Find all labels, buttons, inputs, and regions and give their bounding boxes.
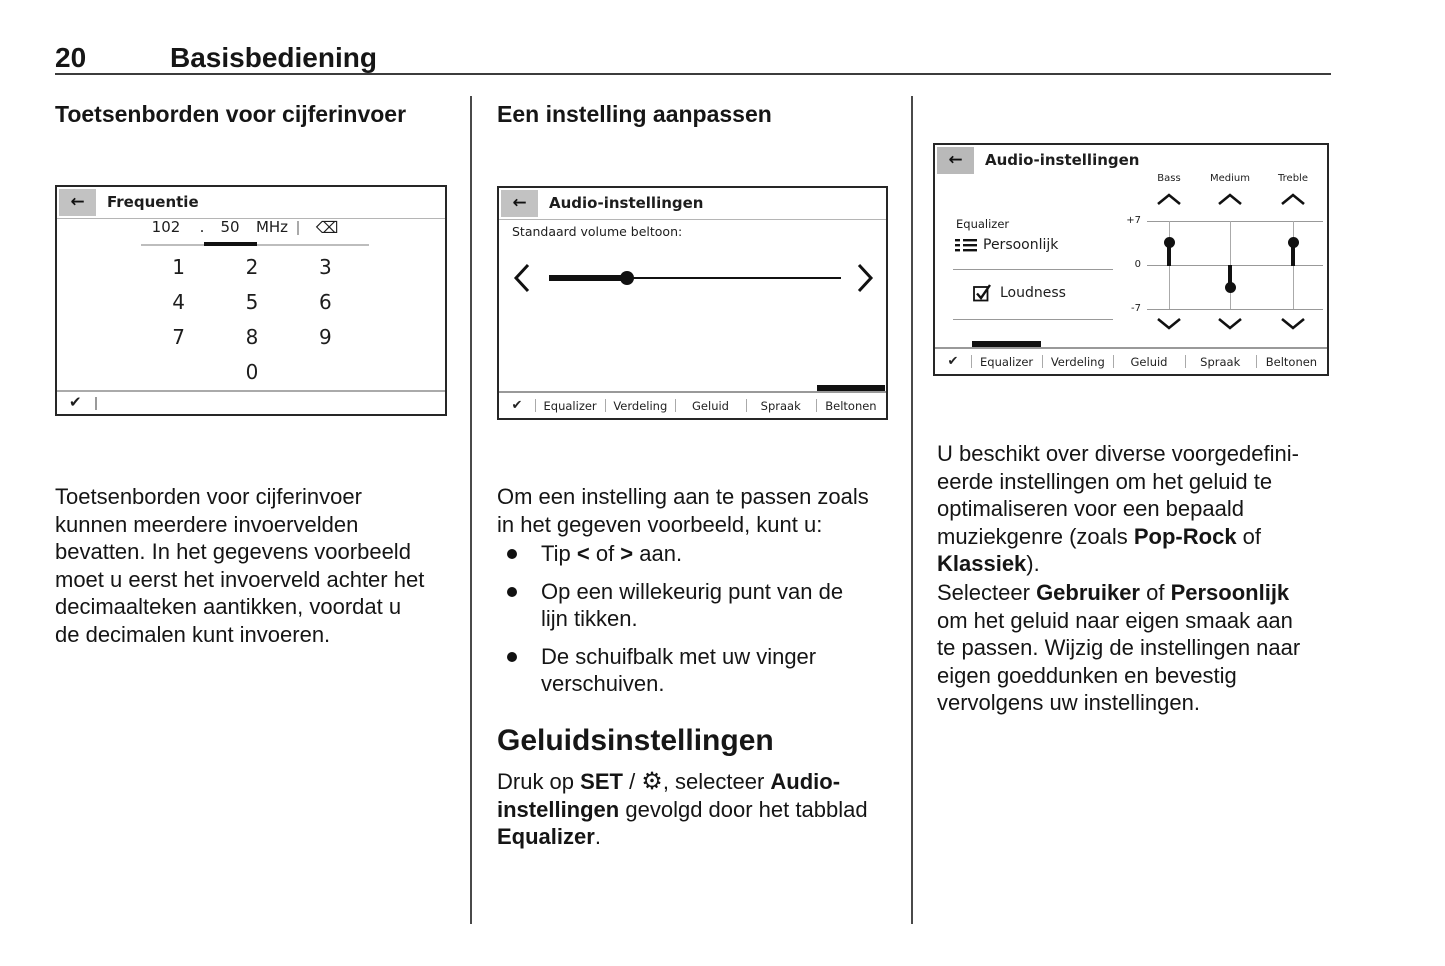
- key-1[interactable]: 1: [172, 254, 186, 279]
- figure-frequency-keypad: [55, 185, 447, 416]
- medium-level-handle[interactable]: [1225, 282, 1236, 293]
- slider-fill: [549, 275, 627, 281]
- figure-audio-settings-slider: [497, 186, 888, 420]
- slider-increase-chevron[interactable]: [855, 262, 875, 294]
- page-title: Basisbediening: [170, 42, 377, 73]
- medium-increase-chevron[interactable]: [1217, 193, 1243, 206]
- panel-title: Audio-instellingen: [985, 151, 1140, 169]
- tab-verdeling[interactable]: Verdeling: [1042, 349, 1113, 374]
- paragraph-keyboards: Toetsenborden voor cijferinvoer kunnen meerdere invoervelden bevatten. In het gegevens voorbeeld moet u eerst het invoerveld achter het decimaalteken aantikken, voordat u de decimalen kunt invoeren.: [55, 484, 425, 647]
- confirm-button[interactable]: ✔: [511, 398, 523, 413]
- slider-handle[interactable]: [620, 271, 634, 285]
- panel-title: Frequentie: [107, 193, 199, 211]
- preset-selector[interactable]: [955, 237, 1058, 253]
- list-item: Tip < of > aan.: [497, 540, 903, 568]
- chevron-left-icon: <: [576, 541, 590, 566]
- band-label-bass: Bass: [1157, 173, 1181, 184]
- numeric-keypad: [142, 249, 362, 389]
- treble-increase-chevron[interactable]: [1280, 193, 1306, 206]
- preset-value: Persoonlijk: [983, 237, 1059, 253]
- back-button[interactable]: ←: [937, 147, 974, 174]
- eq-gridline: [1147, 265, 1323, 266]
- footer-cursor: [95, 397, 97, 410]
- key-2[interactable]: 2: [245, 254, 259, 279]
- section-heading-adjust-setting: Een instelling aanpassen: [497, 101, 772, 127]
- paragraph-sound-settings: Druk op SET / ⚙, selecteer Audio- instellingen gevolgd door het tabblad Equalizer.: [497, 768, 868, 849]
- header-divider: [499, 219, 886, 220]
- divider: [953, 269, 1113, 270]
- confirm-button[interactable]: ✔: [69, 393, 82, 411]
- tab-beltonen[interactable]: Beltonen: [816, 393, 886, 418]
- equalizer-label: Equalizer: [956, 217, 1010, 231]
- checkbox-checked-icon: [973, 283, 992, 302]
- key-3[interactable]: 3: [318, 254, 332, 279]
- header-divider: [57, 218, 445, 219]
- back-button[interactable]: ←: [501, 190, 538, 217]
- eq-gridline: [1147, 309, 1323, 310]
- tab-bar: [499, 391, 886, 418]
- unit-label: MHz: [255, 218, 289, 236]
- text-cursor: [297, 221, 299, 235]
- preset-list-icon: [955, 237, 977, 253]
- tab-geluid[interactable]: Geluid: [675, 393, 745, 418]
- section-heading-sound-settings: Geluidsinstellingen: [497, 724, 774, 757]
- section-heading-keyboards: Toetsenborden voor cijferinvoer: [55, 101, 407, 127]
- backspace-button[interactable]: ⌫: [315, 218, 339, 237]
- key-8[interactable]: 8: [245, 324, 259, 349]
- paragraph-adjust-setting: Om een instelling aan te passen zoals in het gegeven voorbeeld, kunt u:: [497, 484, 869, 537]
- panel-title: Audio-instellingen: [549, 194, 704, 212]
- band-label-treble: Treble: [1278, 173, 1308, 184]
- bass-decrease-chevron[interactable]: [1156, 317, 1182, 330]
- eq-tick-zero: 0: [1134, 259, 1141, 270]
- treble-decrease-chevron[interactable]: [1280, 317, 1306, 330]
- bass-level-handle[interactable]: [1164, 237, 1175, 248]
- chevron-right-icon: >: [620, 541, 634, 566]
- active-field-underline: [204, 242, 257, 246]
- tab-bar: [935, 347, 1327, 374]
- confirm-button[interactable]: ✔: [947, 354, 959, 369]
- tab-spraak[interactable]: Spraak: [1185, 349, 1256, 374]
- frequency-integer-field[interactable]: 102: [151, 218, 181, 236]
- key-7[interactable]: 7: [172, 324, 186, 349]
- key-5[interactable]: 5: [245, 289, 259, 314]
- tab-spraak[interactable]: Spraak: [746, 393, 816, 418]
- list-item: De schuifbalk met uw vinger verschuiven.: [497, 643, 903, 698]
- column-divider: [470, 96, 472, 924]
- tab-geluid[interactable]: Geluid: [1113, 349, 1184, 374]
- bullet-list: [497, 540, 903, 698]
- band-label-medium: Medium: [1210, 173, 1250, 184]
- decimal-separator: .: [199, 218, 205, 236]
- default-ring-volume-label: Standaard volume beltoon:: [512, 224, 683, 239]
- column-divider: [911, 96, 913, 924]
- gear-icon: ⚙: [641, 768, 663, 795]
- key-6[interactable]: 6: [318, 289, 332, 314]
- paragraph-presets: U beschikt over diverse voorgedefini- eerde instellingen om het geluid te optimaliseren voor een bepaald muziekgenre (zoals Pop-Rock of Klassiek).: [937, 441, 1299, 576]
- treble-level-handle[interactable]: [1288, 237, 1299, 248]
- footer-divider: [57, 390, 445, 392]
- key-0[interactable]: 0: [245, 359, 259, 384]
- key-9[interactable]: 9: [318, 324, 332, 349]
- header-rule: [55, 73, 1331, 75]
- back-button[interactable]: ←: [59, 189, 96, 216]
- tab-beltonen[interactable]: Beltonen: [1256, 349, 1327, 374]
- key-4[interactable]: 4: [172, 289, 186, 314]
- tab-equalizer[interactable]: Equalizer: [971, 349, 1042, 374]
- loudness-label: Loudness: [1000, 284, 1066, 301]
- eq-gridline: [1147, 221, 1323, 222]
- figure-audio-settings-equalizer: [933, 143, 1329, 376]
- paragraph-custom-settings: Selecteer Gebruiker of Persoonlijk om het geluid naar eigen smaak aan te passen. Wijzig de instellingen naar eigen goeddunken en bevestig vervolgens uw instellingen.: [937, 580, 1301, 715]
- list-item: Op een willekeurig punt van de lijn tikken.: [497, 578, 903, 633]
- bass-increase-chevron[interactable]: [1156, 193, 1182, 206]
- tab-equalizer[interactable]: Equalizer: [535, 393, 605, 418]
- slider-decrease-chevron[interactable]: [512, 262, 532, 294]
- divider: [953, 319, 1113, 320]
- medium-decrease-chevron[interactable]: [1217, 317, 1243, 330]
- eq-tick-minus7: -7: [1131, 303, 1141, 314]
- eq-tick-plus7: +7: [1126, 215, 1141, 226]
- frequency-decimal-field[interactable]: 50: [220, 218, 240, 236]
- loudness-checkbox[interactable]: [973, 283, 1066, 302]
- page-number: 20: [55, 42, 87, 73]
- tab-verdeling[interactable]: Verdeling: [605, 393, 675, 418]
